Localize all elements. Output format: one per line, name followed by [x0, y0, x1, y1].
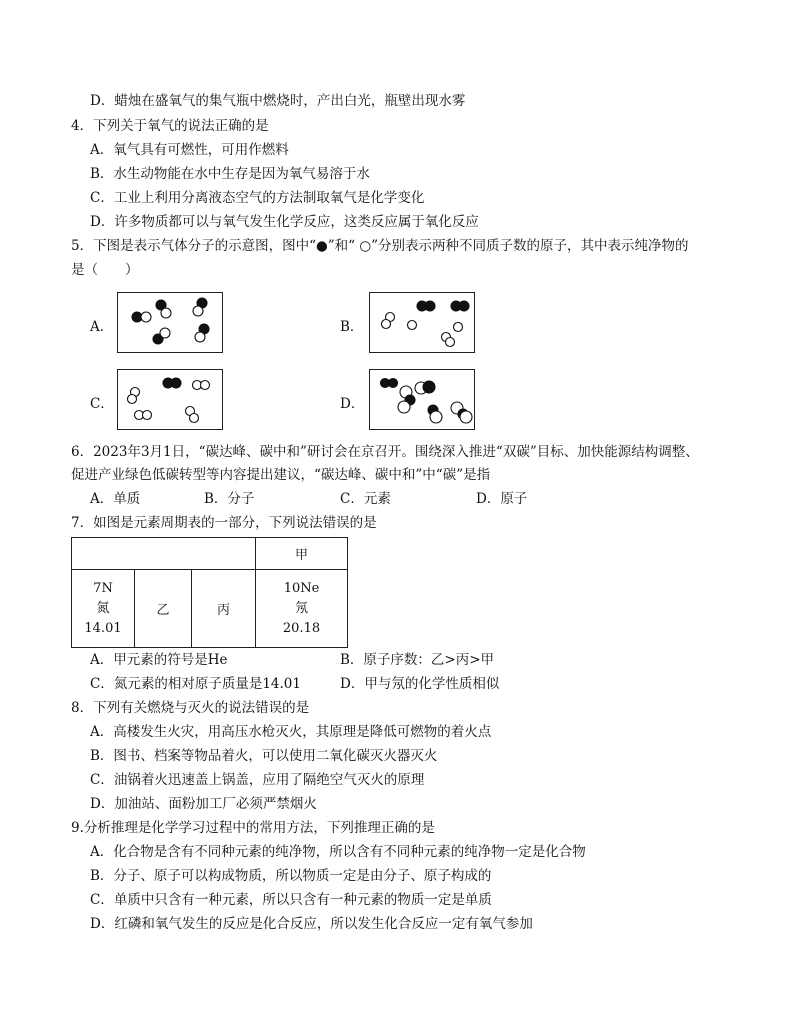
q6-option-a: A．单质 [90, 491, 141, 507]
q6-option-b: B．分子 [204, 491, 255, 507]
table-cell-jia: 甲 [256, 538, 348, 570]
q5-molecule-diagram-b [369, 292, 475, 353]
q3-option-d: D．蜡烛在盛氧气的集气瓶中燃烧时，产出白光，瓶壁出现水雾 [90, 93, 466, 109]
q4-option-b: B．水生动物能在水中生存是因为氧气易溶于水 [90, 166, 370, 182]
table-cell-yi: 乙 [135, 570, 192, 648]
q4-option-d: D．许多物质都可以与氧气发生化学反应，这类反应属于氧化反应 [90, 214, 479, 230]
q8-option-d: D．加油站、面粉加工厂必须严禁烟火 [90, 796, 317, 812]
q5-stem-line2: 是（ ） [71, 262, 139, 278]
q7-option-d: D．甲与氖的化学性质相似 [340, 676, 500, 692]
nitrogen-atomic-number: 7N [93, 580, 113, 596]
q4-option-a: A．氧气具有可燃性，可用作燃料 [90, 142, 289, 158]
q5-stem-line1: 5．下图是表示气体分子的示意图，图中“●”和“ ○”分别表示两种不同质子数的原子，其中表示纯净物的 [71, 238, 689, 254]
q8-stem: 8．下列有关燃烧与灭火的说法错误的是 [71, 700, 310, 716]
q5-molecule-diagram-c [117, 369, 223, 430]
q9-stem: 9.分析推理是化学学习过程中的常用方法，下列推理正确的是 [71, 820, 435, 836]
nitrogen-name: 氮 [96, 600, 110, 616]
q6-stem-line1: 6．2023年3月1日，“碳达峰、碳中和”研讨会在京召开。围绕深入推进“双碳”目标、加快能源结构调整、 [71, 444, 699, 460]
q7-option-c: C．氮元素的相对原子质量是14.01 [90, 676, 301, 692]
q4-stem: 4．下列关于氧气的说法正确的是 [71, 118, 269, 134]
q4-option-c: C．工业上利用分离液态空气的方法制取氧气是化学变化 [90, 190, 425, 206]
table-empty-cell [72, 538, 256, 570]
q9-option-a: A．化合物是含有不同种元素的纯净物，所以含有不同种元素的纯净物一定是化合物 [90, 844, 586, 860]
q7-option-b: B．原子序数：乙>丙>甲 [340, 652, 495, 668]
neon-name: 氖 [294, 600, 308, 616]
nitrogen-mass: 14.01 [84, 620, 122, 636]
q6-option-c: C．元素 [340, 491, 391, 507]
q5-label-d: D． [340, 396, 365, 412]
q7-option-a: A．甲元素的符号是He [90, 652, 228, 668]
q8-option-b: B．图书、档案等物品着火，可以使用二氧化碳灭火器灭火 [90, 748, 438, 764]
table-cell-bing: 丙 [192, 570, 256, 648]
q8-option-a: A．高楼发生火灾，用高压水枪灭火，其原理是降低可燃物的着火点 [90, 724, 492, 740]
q9-option-d: D．红磷和氧气发生的反应是化合反应，所以发生化合反应一定有氧气参加 [90, 916, 533, 932]
q5-label-a: A． [90, 319, 114, 335]
q7-stem: 7．如图是元素周期表的一部分，下列说法错误的是 [71, 515, 377, 531]
neon-mass: 20.18 [282, 620, 321, 636]
q6-option-d: D．原子 [476, 491, 528, 507]
table-cell-nitrogen [72, 570, 135, 648]
q9-option-b: B．分子、原子可以构成物质，所以物质一定是由分子、原子构成的 [90, 868, 492, 884]
neon-atomic-number: 10Ne [283, 580, 320, 596]
q5-molecule-diagram-a [117, 292, 223, 353]
q5-label-b: B． [340, 319, 364, 335]
q5-molecule-diagram-d [369, 369, 475, 430]
q6-stem-line2: 促进产业绿色低碳转型等内容提出建议，“碳达峰、碳中和”中“碳”是指 [71, 467, 491, 483]
periodic-table-fragment [71, 537, 348, 648]
q5-label-c: C． [90, 396, 114, 412]
q9-option-c: C．单质中只含有一种元素，所以只含有一种元素的物质一定是单质 [90, 892, 492, 908]
q8-option-c: C．油锅着火迅速盖上锅盖，应用了隔绝空气灭火的原理 [90, 772, 425, 788]
table-cell-neon [256, 570, 348, 648]
